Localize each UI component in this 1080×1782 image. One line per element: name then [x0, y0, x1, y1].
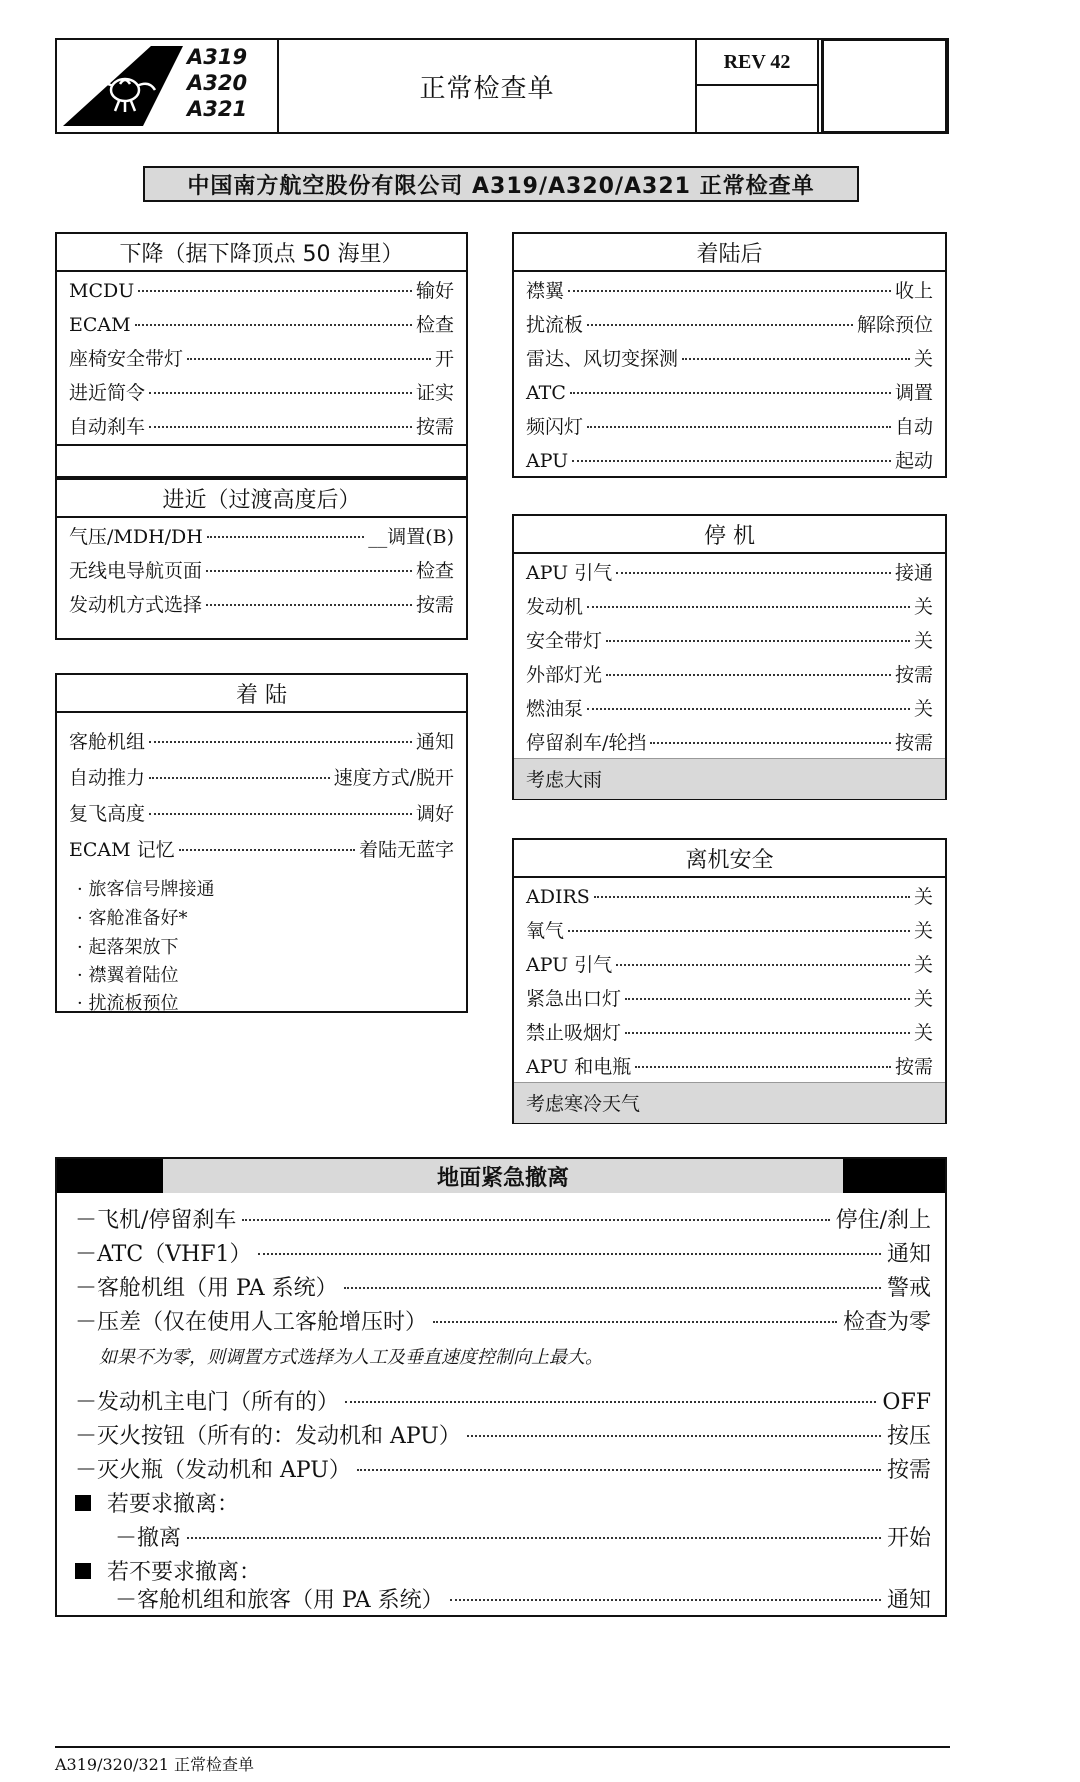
panel-title: 地面紧急撤离	[163, 1159, 843, 1193]
checklist-row: APU 引气 接通	[526, 562, 933, 584]
panel-title: 进近（过渡高度后）	[57, 480, 466, 518]
checklist-row: －飞机/停留刹车 停住/刹上	[75, 1208, 931, 1233]
panel-ground-evacuation	[55, 1157, 947, 1617]
checklist-row: ATC 调置	[526, 382, 933, 404]
panel-approach	[55, 478, 468, 640]
page-footer: A319/320/321 正常检查单	[55, 1755, 255, 1774]
list-item: · 起落架放下	[77, 937, 179, 958]
checklist-row: 客舱机组 通知	[69, 731, 454, 753]
list-item: · 旅客信号牌接通	[77, 879, 215, 900]
panel-after-landing	[512, 232, 947, 478]
note-text: 考虑寒冷天气	[526, 1093, 641, 1115]
checklist-row: 氧气 关	[526, 920, 933, 942]
revision-blank-cell	[697, 86, 819, 132]
panel-securing	[512, 838, 947, 1124]
checklist-row: MCDU 输好	[69, 280, 454, 302]
checklist-row: 襟翼 收上	[526, 280, 933, 302]
checklist-row: 安全带灯 关	[526, 630, 933, 652]
checklist-row: APU 和电瓶 按需	[526, 1056, 933, 1078]
document-title: 正常检查单	[279, 40, 697, 132]
checklist-row: －ATC（VHF1） 通知	[75, 1242, 931, 1267]
checklist-row: 座椅安全带灯 开	[69, 348, 454, 370]
checklist-banner: 中国南方航空股份有限公司 A319/A320/A321 正常检查单	[143, 166, 859, 202]
panel-title: 下降（据下降顶点 50 海里）	[57, 234, 466, 272]
model-a319: A319	[187, 45, 248, 69]
logo-cell	[57, 40, 279, 132]
note-text: 如果不为零，则调置方式选择为人工及垂直速度控制向上最大。	[99, 1347, 603, 1368]
panel-parking	[512, 514, 947, 800]
note-strip	[514, 758, 945, 799]
checklist-row: 无线电导航页面 检查	[69, 560, 454, 582]
airline-logo-icon	[63, 46, 183, 126]
panel-descent	[55, 232, 468, 478]
panel-landing	[55, 673, 468, 1013]
checklist-row: ECAM 检查	[69, 314, 454, 336]
note-strip	[514, 1082, 945, 1123]
header-table	[55, 38, 947, 134]
checklist-row: －客舱机组和旅客（用 PA 系统） 通知	[115, 1588, 931, 1613]
checklist-row: 发动机 关	[526, 596, 933, 618]
list-item: · 扰流板预位	[77, 993, 179, 1014]
checklist-row: APU 起动	[526, 450, 933, 472]
checklist-row: 紧急出口灯 关	[526, 988, 933, 1010]
section-heading: 若不要求撤离：	[75, 1555, 261, 1586]
aircraft-models	[187, 44, 247, 122]
checklist-row: 进近简令 证实	[69, 382, 454, 404]
panel-title: 离机安全	[514, 840, 945, 878]
checklist-row: 雷达、风切变探测 关	[526, 348, 933, 370]
list-item: · 襟翼着陆位	[77, 965, 179, 986]
checklist-row: ECAM 记忆 着陆无蓝字	[69, 839, 454, 861]
checklist-row: 外部灯光 按需	[526, 664, 933, 686]
blank-box-cell	[821, 38, 949, 134]
model-a321: A321	[187, 97, 248, 121]
checklist-row: 自动刹车 按需	[69, 416, 454, 438]
footer-divider	[55, 1746, 950, 1748]
checklist-row: －撤离 开始	[115, 1526, 931, 1551]
checklist-row: －客舱机组（用 PA 系统） 警戒	[75, 1276, 931, 1301]
section-heading: 若要求撤离：	[75, 1487, 239, 1518]
checklist-row: APU 引气 关	[526, 954, 933, 976]
panel-title: 停 机	[514, 516, 945, 554]
checklist-row: 禁止吸烟灯 关	[526, 1022, 933, 1044]
checklist-row: ADIRS 关	[526, 886, 933, 908]
checklist-row: －压差（仅在使用人工客舱增压时） 检查为零	[75, 1310, 931, 1335]
square-bullet-icon	[75, 1495, 91, 1511]
panel-title: 着 陆	[57, 675, 466, 713]
panel-title: 着陆后	[514, 234, 945, 272]
checklist-row: 气压/MDH/DH __调置(B)	[69, 526, 454, 548]
checklist-row: 扰流板 解除预位	[526, 314, 933, 336]
checklist-row: 自动推力 速度方式/脱开	[69, 767, 454, 789]
checklist-row: －灭火按钮（所有的：发动机和 APU） 按压	[75, 1424, 931, 1449]
checklist-row: －发动机主电门（所有的） OFF	[75, 1390, 931, 1415]
checklist-row: 停留刹车/轮挡 按需	[526, 732, 933, 754]
checklist-row: －灭火瓶（发动机和 APU） 按需	[75, 1458, 931, 1483]
model-a320: A320	[187, 71, 248, 95]
square-bullet-icon	[75, 1563, 91, 1579]
list-item: · 客舱准备好*	[77, 908, 188, 929]
checklist-row: 发动机方式选择 按需	[69, 594, 454, 616]
checklist-row: 频闪灯 自动	[526, 416, 933, 438]
revision-number: REV 42	[697, 40, 819, 86]
note-text: 考虑大雨	[526, 769, 603, 791]
checklist-row: 燃油泵 关	[526, 698, 933, 720]
checklist-row: 复飞高度 调好	[69, 803, 454, 825]
